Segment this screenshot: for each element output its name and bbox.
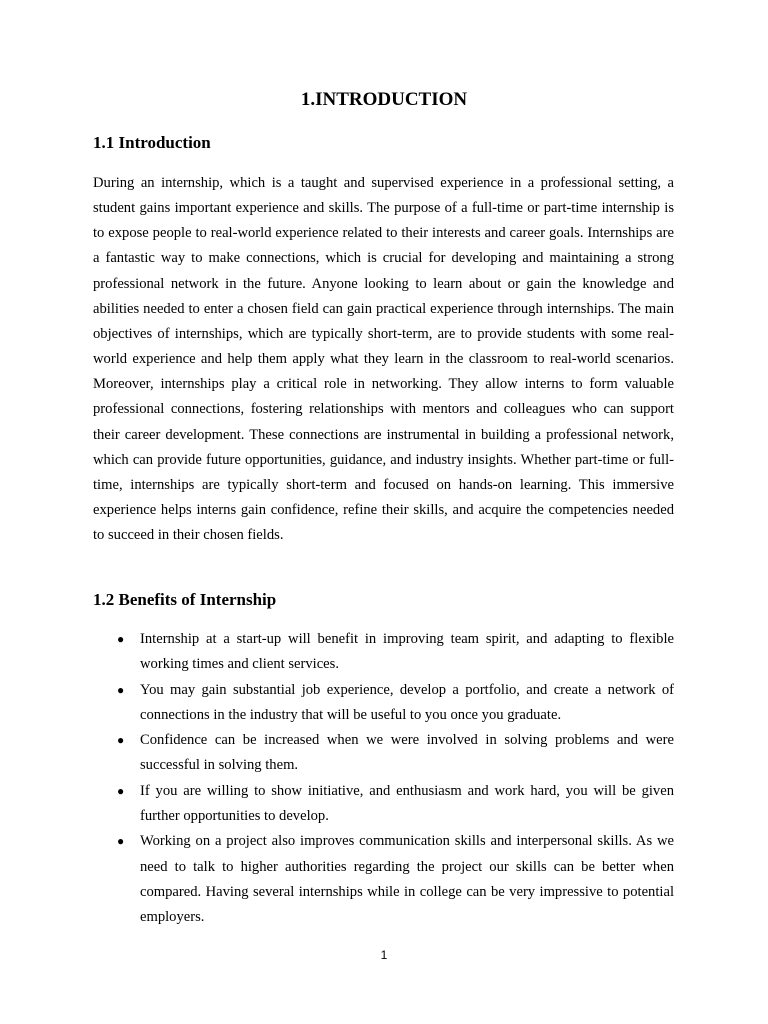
introduction-paragraph: During an internship, which is a taught and supervised experience in a professional setting, a student gains important experience and skills. The purpose of a full-time or part-time internship is to expose people to real-world experience related to their interests and career goals. Internships are a fantastic way to make connections, which is crucial for developing and maintaining a strong professional network in the future. Anyone looking to learn about or gain the knowledge and abilities needed to enter a chosen field can gain practical experience through internships. The main objectives of internships, which are typically short-term, are to provide students with some real-world experience and help them apply what they learn in the classroom to real-world scenarios. Moreover, internships play a critical role in networking. They allow interns to form valuable professional connections, fostering relationships with mentors and colleagues who can support their career development. These connections are instrumental in building a professional network, which can provide future opportunities, guidance, and industry insights. Whether part-time or full-time, internships are typically short-term and focused on hands-on learning. This immersive experience helps interns gain confidence, refine their skills, and acquire the competencies needed to succeed in their chosen fields. xyxy=(93,175,674,544)
list-item-text: Confidence can be increased when we were involved in solving problems and were successful in solving them. xyxy=(140,732,674,774)
list-item xyxy=(93,829,674,930)
chapter-title: 1.INTRODUCTION xyxy=(300,89,468,110)
list-item xyxy=(93,779,674,830)
page-number: 1 xyxy=(380,948,388,962)
list-item xyxy=(93,627,674,678)
bullet-icon: ● xyxy=(117,632,125,646)
bullet-icon: ● xyxy=(117,733,125,748)
bullet-icon: ● xyxy=(117,682,125,697)
section-heading-introduction: 1.1 Introduction xyxy=(93,133,211,152)
list-item-text: Internship at a start-up will benefit in improving team spirit, and adapting to flexible working times and client services. xyxy=(140,631,674,673)
list-item xyxy=(93,728,674,779)
list-item xyxy=(93,678,674,729)
section-heading-benefits: 1.2 Benefits of Internship xyxy=(93,590,277,609)
list-item-text: You may gain substantial job experience, develop a portfolio, and create a network of connections in the industry that will be useful to you once you graduate. xyxy=(140,681,674,723)
list-item-text: If you are willing to show initiative, and enthusiasm and work hard, you will be given further opportunities to develop. xyxy=(140,782,674,825)
benefits-list xyxy=(93,627,674,931)
list-item-text: Working on a project also improves communication skills and interpersonal skills. As we need to talk to higher authorities regarding the project our skills can be better when compared. Having several internships while in college can be very impressive to potential employers. xyxy=(140,833,674,926)
bullet-icon: ● xyxy=(117,783,125,798)
bullet-icon: ● xyxy=(117,834,125,849)
